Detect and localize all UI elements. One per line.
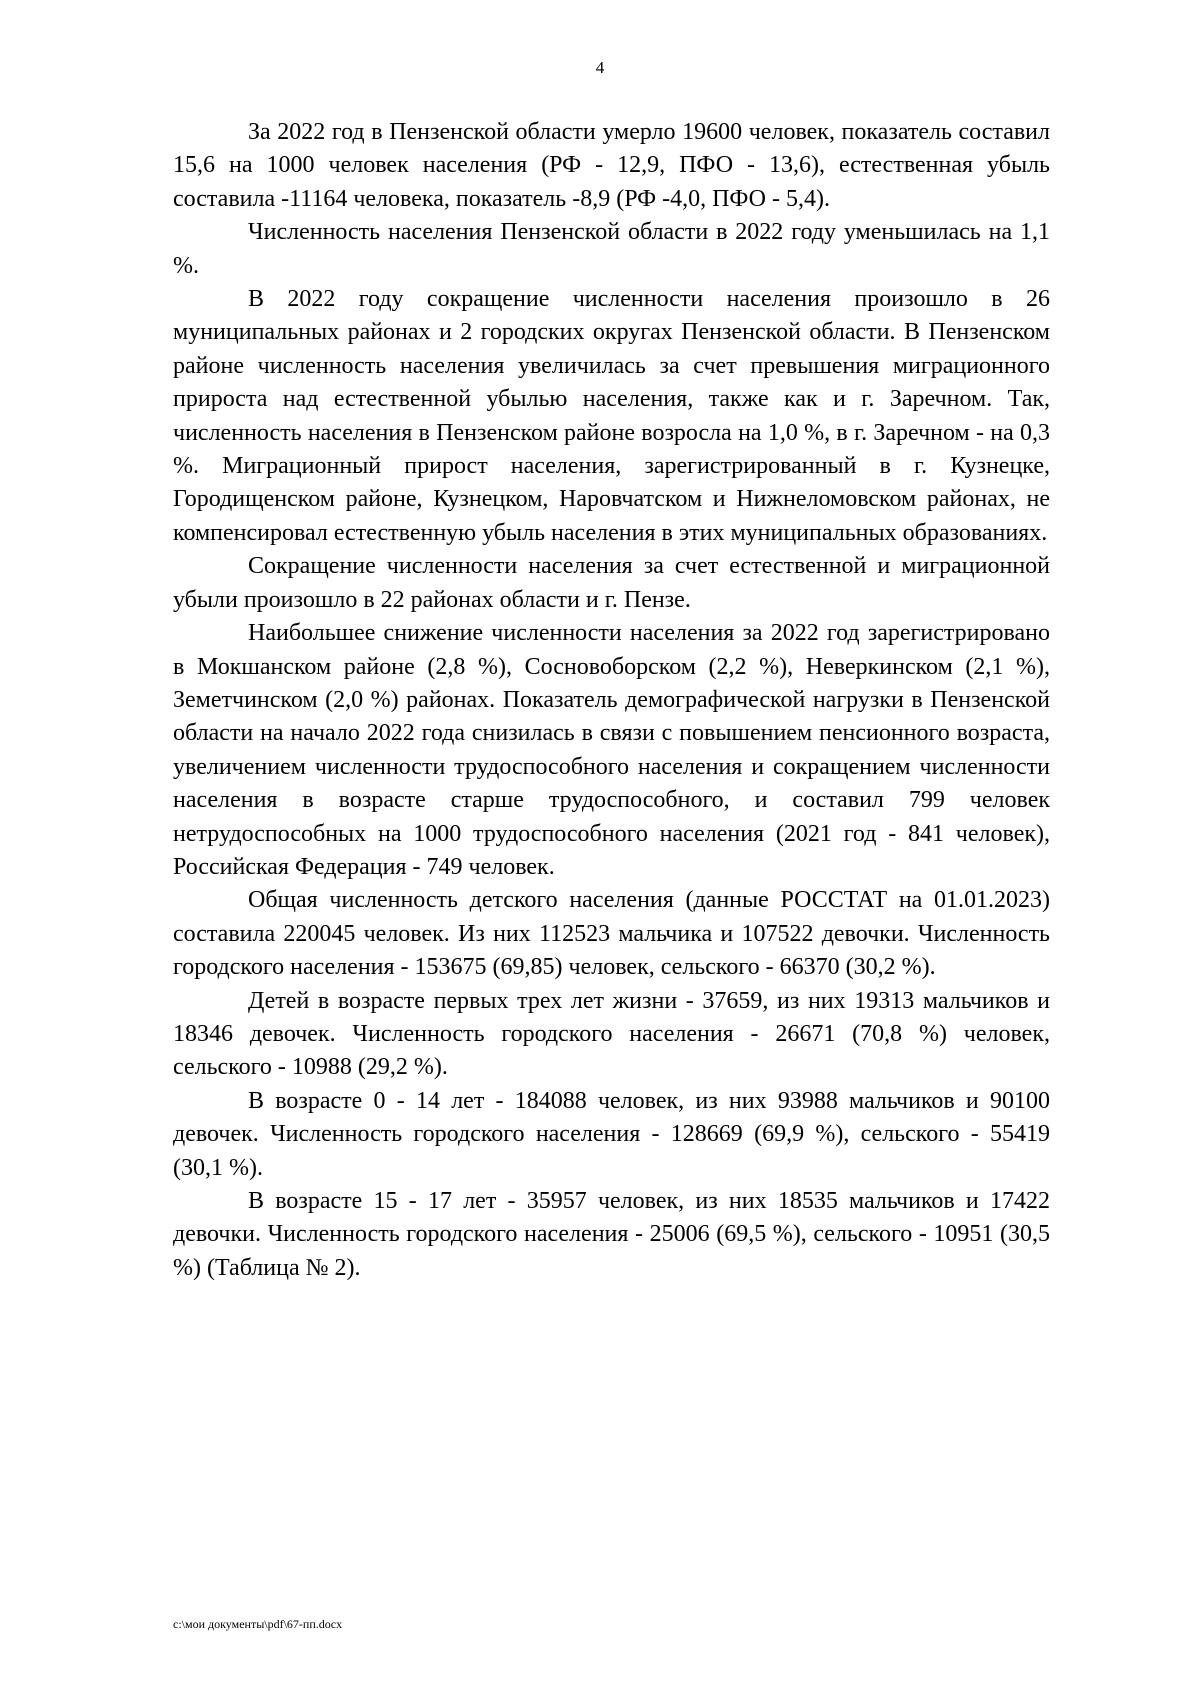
paragraph-district-changes: В 2022 году сокращение численности населения произошло в 26 муниципальных районах и 2 городских округах Пензенской области. В Пензенском районе численность населения увеличилась за счет превышения миграционного прироста над естественной убылью населения, также как и г. Заречном. Так, численность населения в Пензенском районе возросла на 1,0 %, в г. Заречном - на 0,3 %. Миграционный прирост населения, зарегистрированный в г. Кузнецке, Городищенском районе, Кузнецком, Наровчатском и Нижнеломовском районах, не компенсировал естественную убыль населения в этих муниципальных образованиях. <box>173 286 1050 546</box>
paragraph-age-0-14: В возрасте 0 - 14 лет - 184088 человек, из них 93988 мальчиков и 90100 девочек. Численность городского населения - 128669 (69,9 %), сельского - 55419 (30,1 %). <box>173 1087 1050 1181</box>
paragraph-first-three-years: Детей в возрасте первых трех лет жизни - 37659, из них 19313 мальчиков и 18346 девочек. Численность городского населения - 26671 (70,8 %) человек, сельского - 10988 (29,2 %). <box>173 987 1050 1081</box>
footer-file-path: с:\мои документы\pdf\67-пп.docx <box>173 1617 343 1631</box>
paragraph-natural-migration-loss: Сокращение численности населения за счет естественной и миграционной убыли произошло в 22 районах области и г. Пензе. <box>173 553 1050 613</box>
paragraph-age-15-17: В возрасте 15 - 17 лет - 35957 человек, из них 18535 мальчиков и 17422 девочки. Численность городского населения - 25006 (69,5 %), сельского - 10951 (30,5 %) (Таблица № 2). <box>173 1188 1050 1281</box>
paragraph-largest-decline: Наибольшее снижение численности населения за 2022 год зарегистрировано в Мокшанском районе (2,8 %), Сосновоборском (2,2 %), Неверкинском (2,1 %), Земетчинском (2,0 %) районах. Показатель демографической нагрузки в Пензенской области на начало 2022 года снизилась в связи с повышением пенсионного возраста, увеличением численности трудоспособного населения и сокращением численности населения в возрасте старше трудоспособного, и составил 799 человек нетрудоспособных на 1000 трудоспособного населения (2021 год - 841 человек), Российская Федерация - 749 человек. <box>173 620 1050 880</box>
paragraph-population-decline: Численность населения Пензенской области в 2022 году уменьшилась на 1,1 %. <box>173 219 1050 279</box>
paragraph-mortality: За 2022 год в Пензенской области умерло 19600 человек, показатель составил 15,6 на 1000 человек населения (РФ - 12,9, ПФО - 13,6), естественная убыль составила -11164 человека, показатель -8,9 (РФ -4,0, ПФО - 5,4). <box>173 119 1050 212</box>
page-number: 4 <box>595 58 605 77</box>
document-body <box>173 116 1050 1285</box>
paragraph-child-population: Общая численность детского населения (данные РОССТАТ на 01.01.2023) составила 220045 человек. Из них 112523 мальчика и 107522 девочки. Численность городского населения - 153675 (69,85) человек, сельского - 66370 (30,2 %). <box>173 887 1050 981</box>
